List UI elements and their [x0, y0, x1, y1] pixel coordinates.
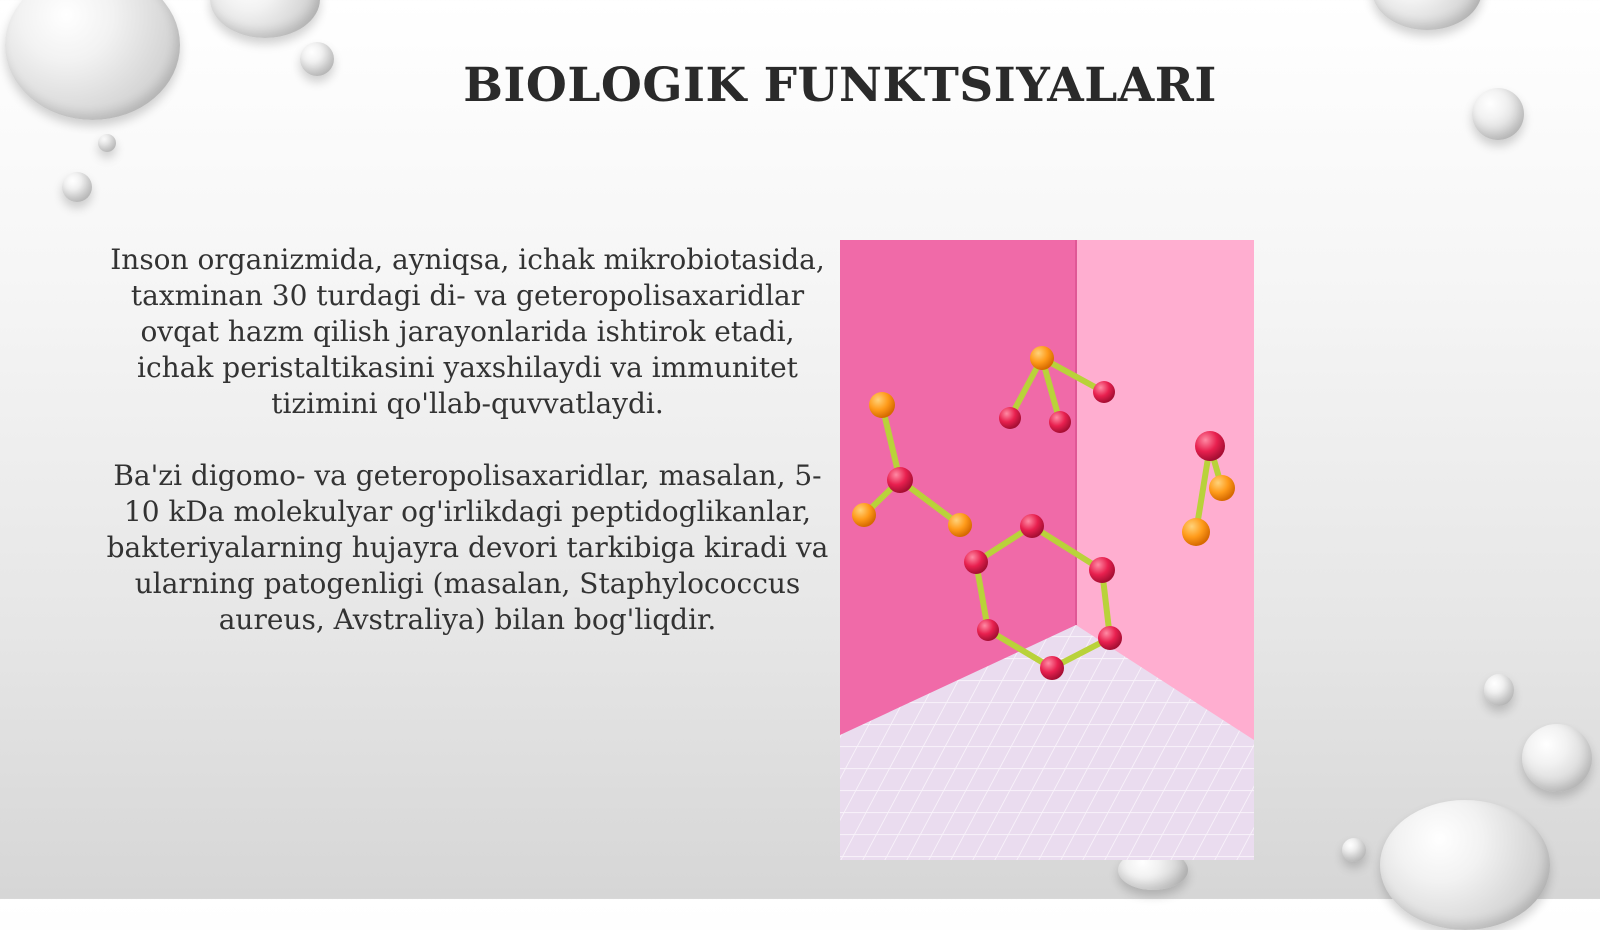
atom: [869, 392, 895, 418]
paragraph-peptidoglycans: Ba'zi digomo- va geteropolisaxaridlar, masalan, 5-10 kDa molekulyar og'irlikdagi peptidoglikanlar, bakteriyalarning hujayra devori tarkibiga kiradi va ularning patogenligi (masalan, Staphylococcus aureus, Avstraliya) bilan bog'liqdir.: [106, 459, 829, 636]
atom: [1049, 411, 1071, 433]
atom: [887, 467, 913, 493]
atom: [964, 550, 988, 574]
atom: [1020, 514, 1044, 538]
water-drop-decoration: [1372, 0, 1482, 30]
slide-title: BIOLOGIK FUNKTSIYALARI: [463, 58, 1217, 113]
atom: [1040, 656, 1064, 680]
water-drop-decoration: [1522, 724, 1592, 792]
atom: [852, 503, 876, 527]
water-drop-decoration: [1342, 838, 1366, 862]
atom: [1030, 346, 1054, 370]
molecule-illustration: [840, 240, 1254, 860]
water-drop-decoration: [1484, 674, 1514, 706]
water-drop-decoration: [1380, 800, 1550, 930]
water-drop-decoration: [5, 0, 180, 120]
atom: [948, 513, 972, 537]
atom: [1209, 475, 1235, 501]
atom: [1195, 431, 1225, 461]
atom: [999, 407, 1021, 429]
atom: [977, 619, 999, 641]
body-text: [100, 242, 835, 674]
atom: [1089, 557, 1115, 583]
paragraph-microbiota: Inson organizmida, ayniqsa, ichak mikrobiotasida, taxminan 30 turdagi di- va geteropolisaxaridlar ovqat hazm qilish jarayonlarida ishtirok etadi, ichak peristaltikasini yaxshilaydi va immunitet tizimini qo'llab-quvvatlaydi.: [110, 243, 825, 420]
atom: [1093, 381, 1115, 403]
water-drop-decoration: [1472, 88, 1524, 140]
water-drop-decoration: [62, 172, 92, 202]
atom: [1182, 518, 1210, 546]
atom: [1098, 626, 1122, 650]
water-drop-decoration: [98, 134, 116, 152]
water-drop-decoration: [210, 0, 320, 38]
water-drop-decoration: [300, 42, 334, 76]
